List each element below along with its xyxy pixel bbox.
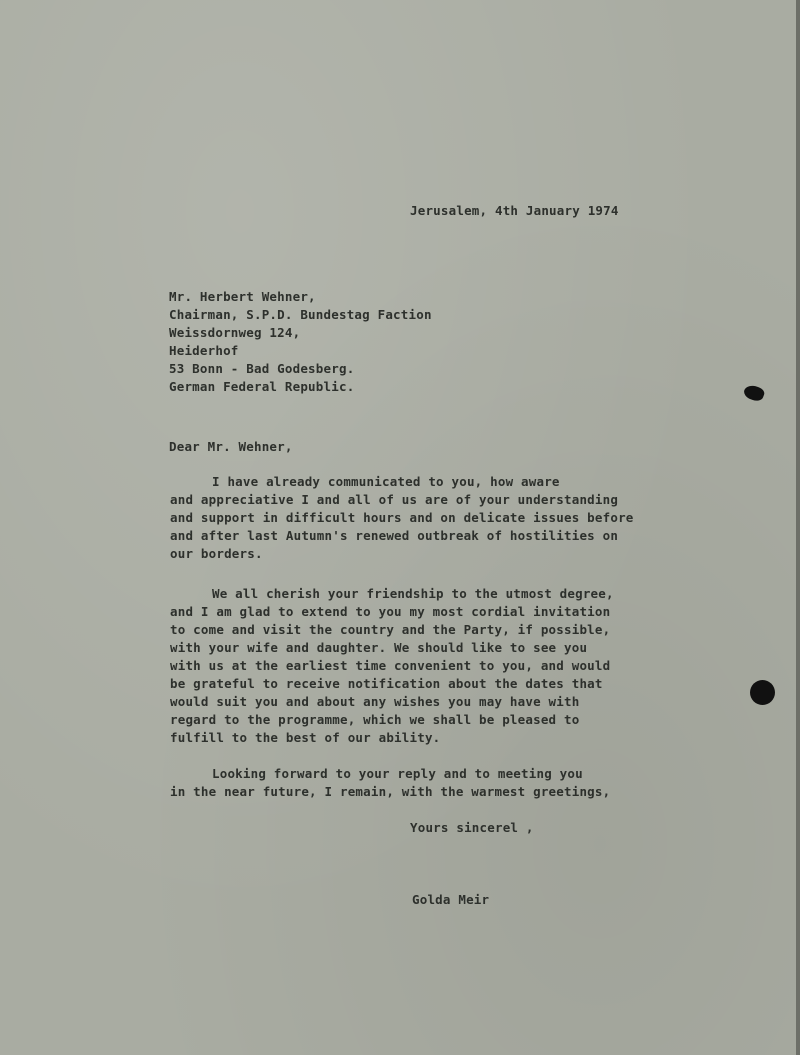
paragraph-line: would suit you and about any wishes you may have with <box>170 694 580 709</box>
address-line: German Federal Republic. <box>169 379 355 394</box>
paragraph-line: and support in difficult hours and on delicate issues before <box>170 510 634 525</box>
recipient-address <box>169 288 432 396</box>
paragraph-line: regard to the programme, which we shall be pleased to <box>170 712 580 727</box>
punch-hole <box>750 680 775 705</box>
paragraph-line: and after last Autumn's renewed outbreak of hostilities on <box>170 528 619 543</box>
address-line: Mr. Herbert Wehner, <box>169 289 316 304</box>
paragraph-line: be grateful to receive notification about the dates that <box>170 676 603 691</box>
date-line: Jerusalem, 4th January 1974 <box>410 203 619 218</box>
paragraph-line: I have already communicated to you, how aware <box>212 474 560 489</box>
address-line: Weissdornweg 124, <box>169 325 301 340</box>
address-line: Heiderhof <box>169 343 239 358</box>
body-paragraph-3 <box>170 765 610 801</box>
paragraph-line: and I am glad to extend to you my most cordial invitation <box>170 604 611 619</box>
paragraph-line: fulfill to the best of our ability. <box>170 730 441 745</box>
paragraph-line: to come and visit the country and the Party, if possible, <box>170 622 611 637</box>
punch-hole <box>742 383 766 403</box>
body-paragraph-1 <box>170 473 634 563</box>
paragraph-line: with us at the earliest time convenient to you, and would <box>170 658 611 673</box>
paragraph-line: and appreciative I and all of us are of your understanding <box>170 492 619 507</box>
paragraph-line: Looking forward to your reply and to meeting you <box>212 766 583 781</box>
salutation: Dear Mr. Wehner, <box>169 439 293 454</box>
signature-name: Golda Meir <box>412 892 490 907</box>
paragraph-line: with your wife and daughter. We should like to see you <box>170 640 588 655</box>
body-paragraph-2 <box>170 585 614 747</box>
paragraph-line: in the near future, I remain, with the warmest greetings, <box>170 784 611 799</box>
paragraph-line: our borders. <box>170 546 263 561</box>
closing: Yours sincerel , <box>410 820 534 835</box>
address-line: 53 Bonn - Bad Godesberg. <box>169 361 355 376</box>
paragraph-line: We all cherish your friendship to the utmost degree, <box>212 586 614 601</box>
page-edge <box>796 0 800 1055</box>
address-line: Chairman, S.P.D. Bundestag Faction <box>169 307 432 322</box>
